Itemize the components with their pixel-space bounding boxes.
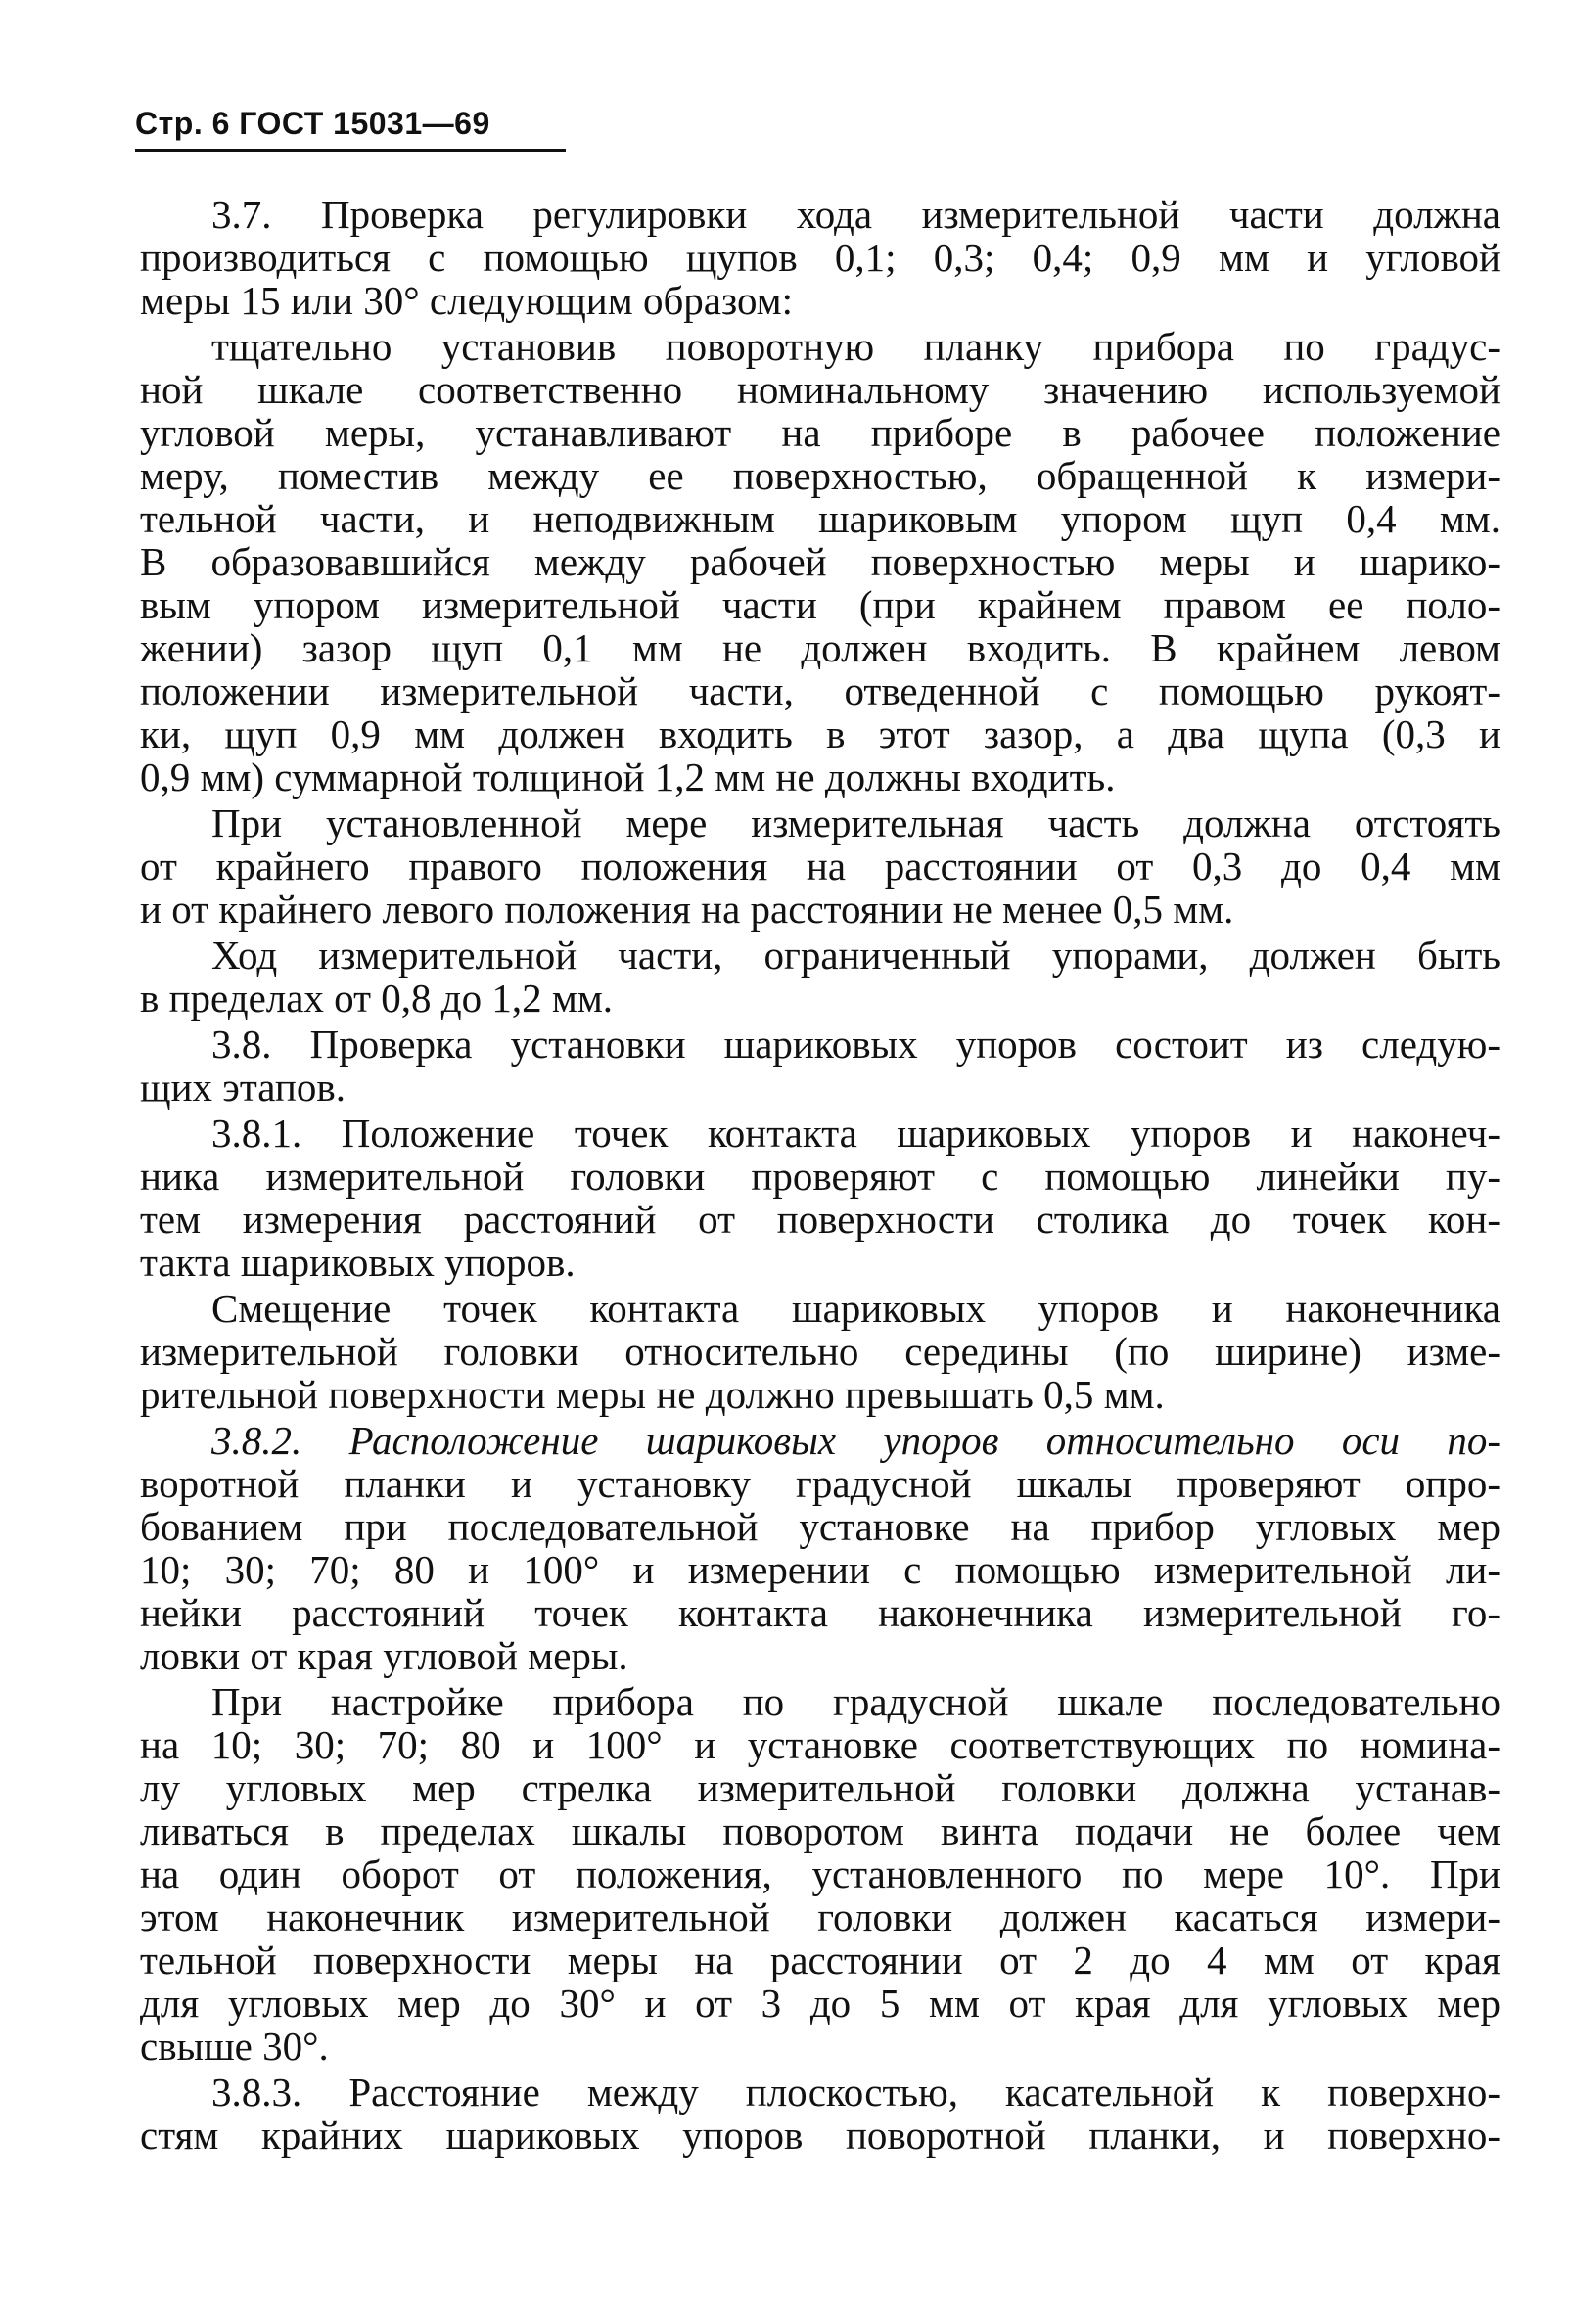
text-line: бованием при последовательной установке на прибор угловых мер (140, 1504, 1500, 1549)
text-line: рительной поверхности меры не должно превышать 0,5 мм. (140, 1372, 1165, 1417)
text-line: положении измерительной части, отведенной с помощью рукоят- (140, 668, 1500, 713)
text-line: на 10; 30; 70; 80 и 100° и установке соответствующих по номина- (140, 1722, 1500, 1767)
text-line: жении) зазор щуп 0,1 мм не должен входить. В крайнем левом (140, 625, 1500, 670)
text-line: тем измерения расстояний от поверхности столика до точек кон- (140, 1197, 1500, 1242)
text-line: тельной части, и неподвижным шариковым упором щуп 0,4 мм. (140, 496, 1500, 541)
text-line: Смещение точек контакта шариковых упоров и наконечника (211, 1286, 1500, 1331)
text-line: в пределах от 0,8 до 1,2 мм. (140, 976, 614, 1021)
text-line: меры 15 или 30° следующим образом: (140, 278, 794, 323)
text-line: 3.8.2. Расположение шариковых упоров относительно оси по- (211, 1418, 1500, 1463)
body-text (140, 193, 1500, 2157)
text-line: 3.8.3. Расстояние между плоскостью, касательной к поверхно- (211, 2070, 1500, 2115)
text-line: 10; 30; 70; 80 и 100° и измерении с помощью измерительной ли- (140, 1547, 1500, 1592)
text-line: При настройке прибора по градусной шкале последовательно (211, 1679, 1500, 1724)
text-line: и от крайнего левого положения на расстоянии не менее 0,5 мм. (140, 887, 1234, 932)
text-line: меру, поместив между ее поверхностью, обращенной к измери- (140, 453, 1500, 498)
header-rule (135, 149, 566, 152)
text-line: нейки расстояний точек контакта наконечника измерительной го- (140, 1590, 1500, 1635)
text-line: от крайнего правого положения на расстоянии от 0,3 до 0,4 мм (140, 843, 1500, 889)
text-line: воротной планки и установку градусной шкалы проверяют опро- (140, 1461, 1500, 1506)
text-line: ловки от края угловой меры. (140, 1633, 628, 1678)
text-line: тельной поверхности меры на расстоянии от 2 до 4 мм от края (140, 1937, 1500, 1982)
text-line: измерительной головки относительно середины (по ширине) изме- (140, 1329, 1500, 1374)
text-line: щих этапов. (140, 1065, 346, 1110)
text-line: угловой меры, устанавливают на приборе в рабочее положение (140, 410, 1500, 455)
text-line: этом наконечник измерительной головки должен касаться измери- (140, 1894, 1500, 1939)
text-line: стям крайних шариковых упоров поворотной планки, и поверхно- (140, 2113, 1500, 2158)
text-line: лу угловых мер стрелка измерительной головки должна устанав- (140, 1765, 1500, 1810)
text-line: ки, щуп 0,9 мм должен входить в этот зазор, а два щупа (0,3 и (140, 711, 1500, 756)
text-line: на один оборот от положения, установленного по мере 10°. При (140, 1851, 1500, 1896)
page-header: Стр. 6 ГОСТ 15031—69 (135, 106, 490, 141)
text-line: Ход измерительной части, ограниченный упорами, должен быть (211, 933, 1500, 978)
text-line: 3.8.1. Положение точек контакта шариковых упоров и наконеч- (211, 1111, 1500, 1156)
text-line: для угловых мер до 30° и от 3 до 5 мм от края для угловых мер (140, 1981, 1500, 2026)
text-line: 0,9 мм) суммарной толщиной 1,2 мм не должны входить. (140, 754, 1116, 799)
text-line: ливаться в пределах шкалы поворотом винта подачи не более чем (140, 1808, 1500, 1853)
text-line: свыше 30°. (140, 2024, 329, 2069)
text-line: производиться с помощью щупов 0,1; 0,3; 0,4; 0,9 мм и угловой (140, 235, 1500, 280)
text-line: 3.8. Проверка установки шариковых упоров состоит из следую- (211, 1022, 1500, 1067)
text-line: тщательно установив поворотную планку прибора по градус- (211, 324, 1500, 369)
text-line: ника измерительной головки проверяют с помощью линейки пу- (140, 1154, 1500, 1199)
text-line: В образовавшийся между рабочей поверхностью меры и шарико- (140, 539, 1500, 584)
text-line: 3.7. Проверка регулировки хода измерительной части должна (211, 192, 1500, 237)
text-line: ной шкале соответственно номинальному значению используемой (140, 367, 1500, 412)
text-line: вым упором измерительной части (при крайнем правом ее поло- (140, 582, 1500, 627)
text-line: При установленной мере измерительная часть должна отстоять (211, 800, 1500, 845)
text-line: такта шариковых упоров. (140, 1240, 576, 1285)
